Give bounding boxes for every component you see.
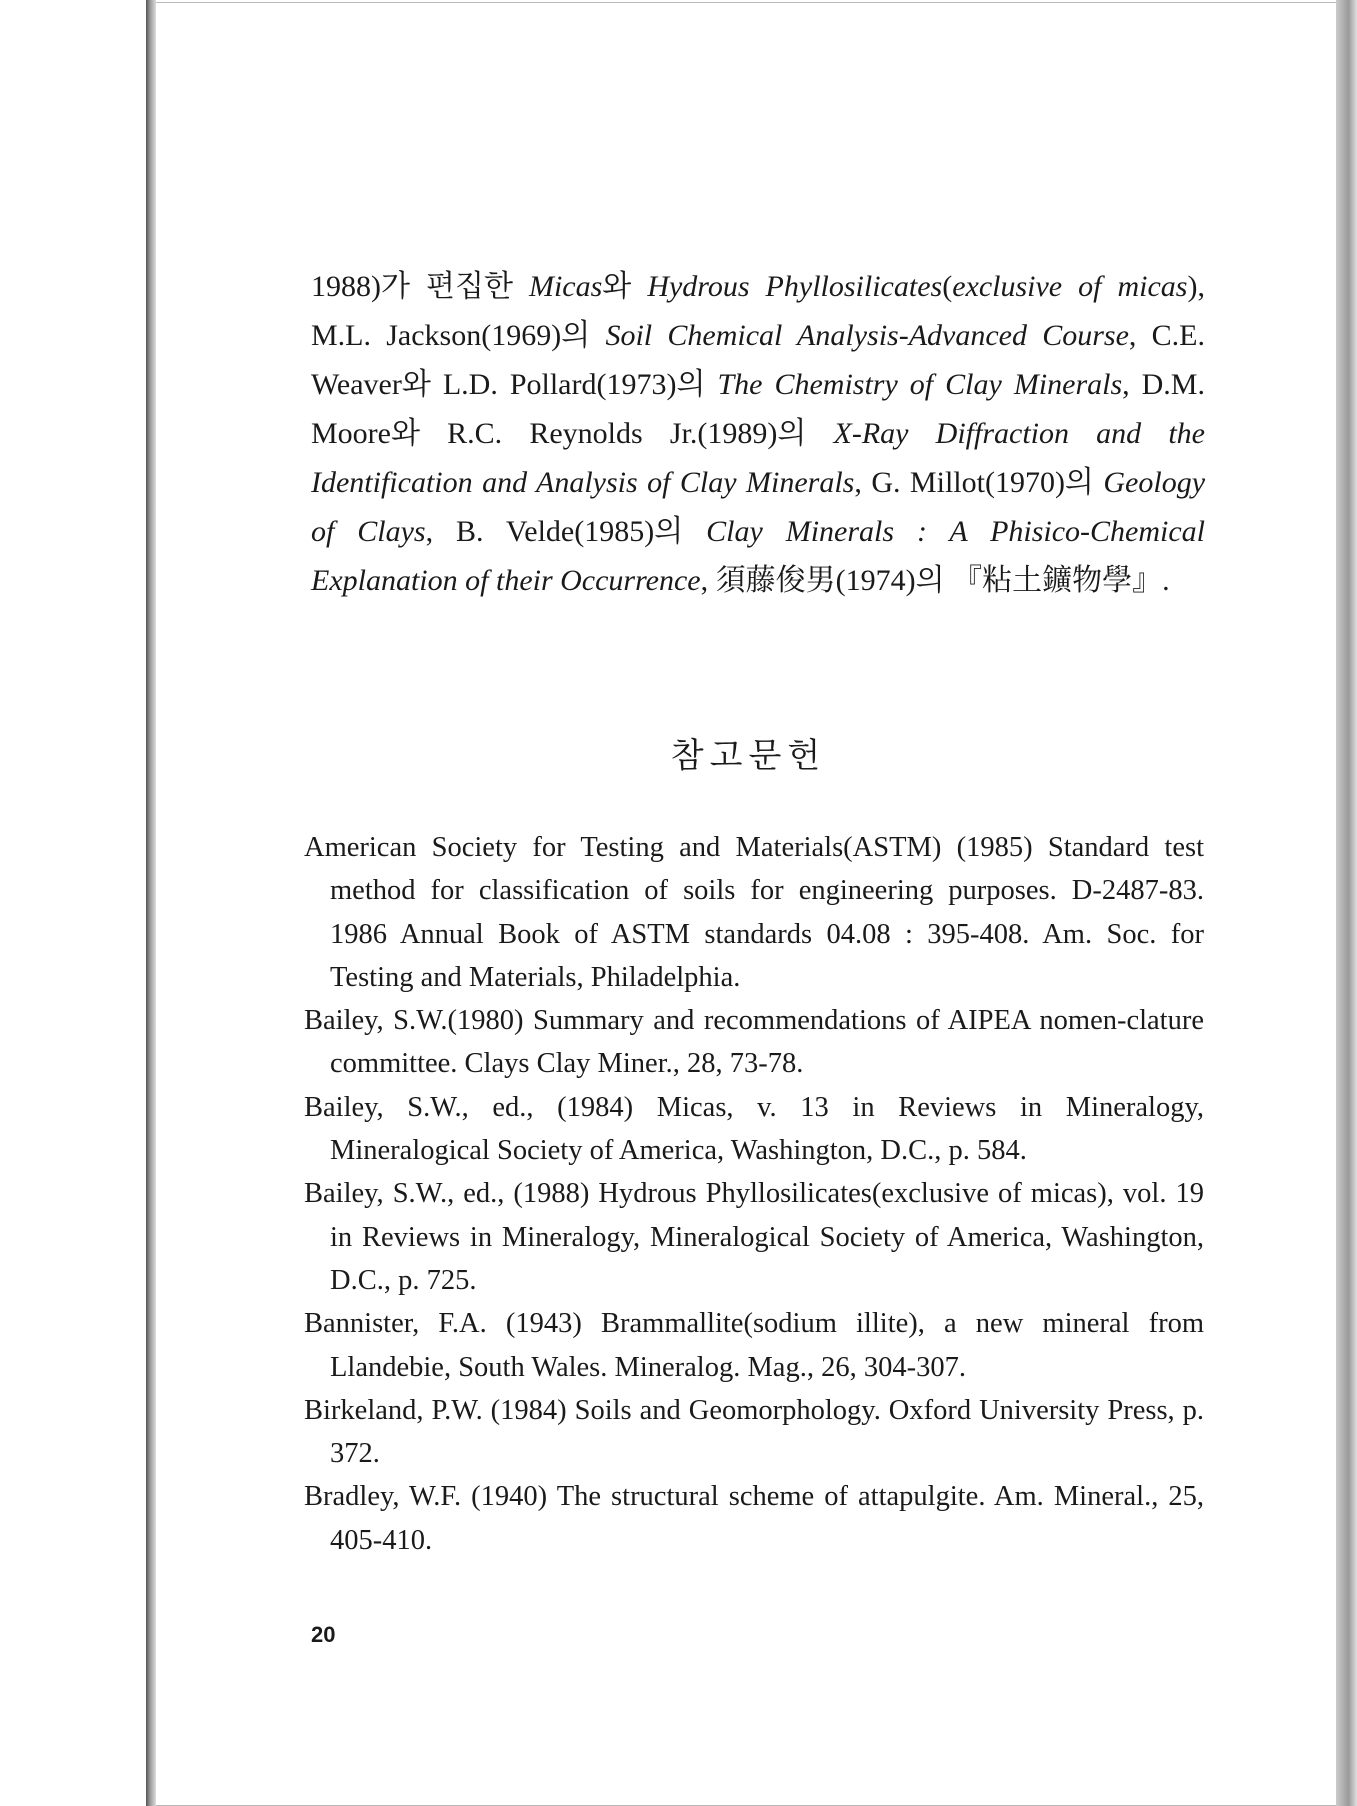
section-heading-references: 참고문헌 [670,736,827,776]
italic-title-segment: Geology of Clays [311,466,1206,548]
text-segment: ), M.L. Jackson(1969)의 [311,270,1205,352]
reference-entry: Bailey, S.W.(1980) Summary and recommendations of AIPEA nomen-clature committee. Clays Clay Miner., 28, 73-78. [304,1005,1204,1080]
text-segment: , B. Velde(1985)의 [425,515,707,548]
italic-title-segment: exclusive of micas [952,270,1188,303]
page-number: 20 [311,1622,336,1647]
reference-entry: Birkeland, P.W. (1984) Soils and Geomorphology. Oxford University Press, p. 372. [304,1394,1204,1470]
text-segment: , C.E. Weaver와 L.D. Pollard(1973)의 [311,319,1205,401]
italic-title-segment: Hydrous Phyllosilicates [647,270,943,303]
book-spine-edge [146,0,156,1806]
reference-entry: Bailey, S.W., ed., (1984) Micas, v. 13 in Reviews in Mineralogy, Mineralogical Society of America, Washington, D.C., p. 584. [304,1091,1204,1167]
text-segment: 1988)가 편집한 [311,270,529,303]
text-segment: , D.M. Moore와 R.C. Reynolds Jr.(1989)의 [311,368,1205,450]
text-segment: ( [942,270,953,303]
reference-entry: American Society for Testing and Materials(ASTM) (1985) Standard test method for classification of soils for engineering purposes. D-2487-83. 1986 Annual Book of ASTM standards 04.08 : 395-408. Am. Soc. for Testing and Materials, Philadelphia. [304,832,1204,993]
italic-title-segment: The Chemistry of Clay Minerals [717,368,1123,401]
reference-list [304,826,1204,1562]
italic-title-segment: Soil Chemical Analysis-Advanced Course [605,319,1129,352]
text-segment: , G. Millot(1970)의 [854,466,1104,499]
reference-entry: Bradley, W.F. (1940) The structural scheme of attapulgite. Am. Mineral., 25, 405-410. [304,1481,1204,1556]
italic-title-segment: Clay Minerals : A Phisico-Chemical Explanation of their Occurrence [311,515,1206,597]
text-segment: 와 [602,270,648,303]
reference-entry: Bailey, S.W., ed., (1988) Hydrous Phyllosilicates(exclusive of micas), vol. 19 in Reviews in Mineralogy, Mineralogical Society of America, Washington, D.C., p. 725. [304,1178,1204,1296]
italic-title-segment: X-Ray Diffraction and the Identification and Analysis of Clay Minerals [311,417,1205,499]
italic-title-segment: Micas [528,270,603,303]
text-segment: , 須藤俊男(1974)의 『粘土鑛物學』. [700,564,1170,597]
intro-paragraph [311,262,1205,605]
background [0,0,148,1806]
reference-entry: Bannister, F.A. (1943) Brammallite(sodium illite), a new mineral from Llandebie, South Wales. Mineralog. Mag., 26, 304-307. [304,1308,1204,1383]
page-edge-shadow [1336,0,1357,1806]
